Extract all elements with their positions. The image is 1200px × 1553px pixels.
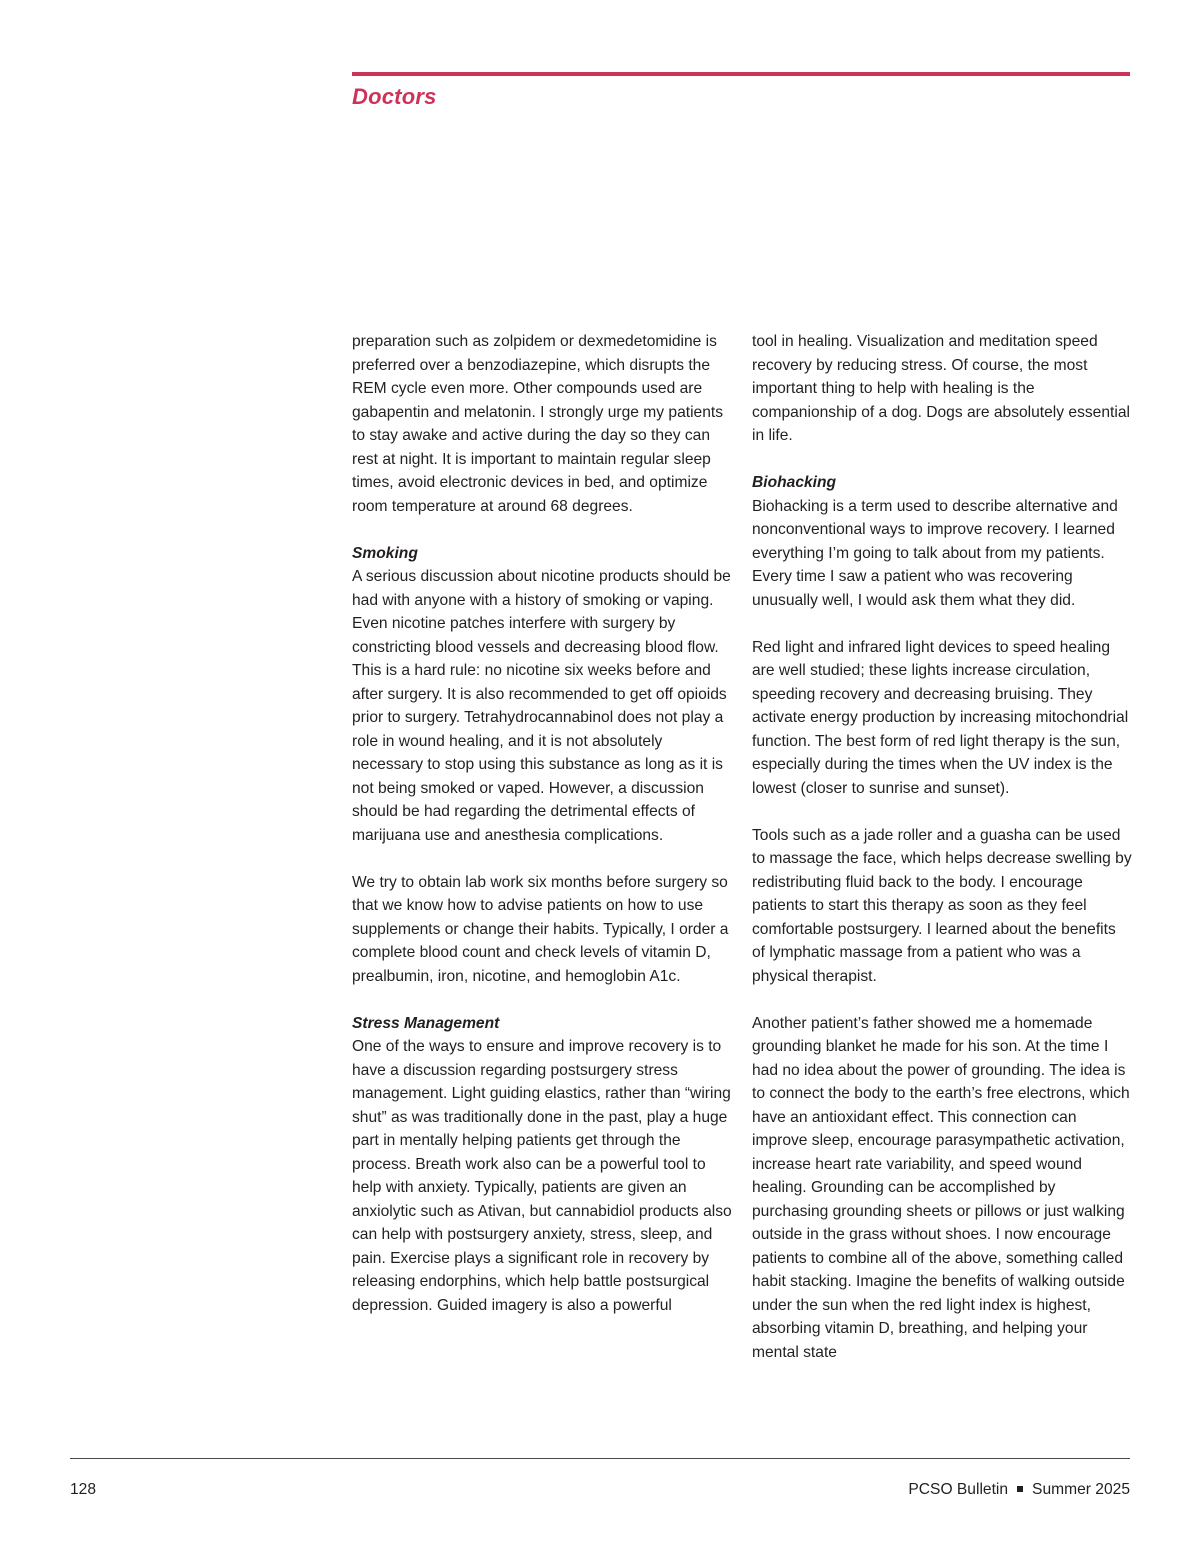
body-paragraph: Red light and infrared light devices to speed healing are well studied; these lights increase circulation, speeding recovery and decreasing bruising. They activate energy production by increasing mitochondrial function. The best form of red light therapy is the sun, especially during the times when the UV index is the lowest (closer to sunrise and sunset). [752, 638, 1129, 797]
section-heading-stress-management: Stress Management [352, 1014, 500, 1032]
footer-publication [908, 1481, 1130, 1499]
body-paragraph: We try to obtain lab work six months before surgery so that we know how to advise patients on how to use supplements or change their habits. Typically, I order a complete blood count and check levels of vitamin D, prealbumin, iron, nicotine, and hemoglobin A1c. [352, 873, 729, 985]
section-heading-biohacking: Biohacking [752, 474, 837, 491]
body-paragraph: A serious discussion about nicotine products should be had with anyone with a history of smoking or vaping. Even nicotine patches interfere with surgery by constricting blood vessels and decreasing blood flow. This is a hard rule: no nicotine six weeks before and after surgery. It is also recommended to get off opioids prior to surgery. Tetrahydrocannabinol does not play a role in wound healing, and it is not absolutely necessary to stop using this substance as long as it is not being smoked or vaped. However, a discussion should be had regarding the detrimental effects of marijuana use and anesthesia complications. [352, 568, 731, 844]
left-column [352, 330, 732, 1317]
section-label: Doctors [352, 84, 437, 109]
body-paragraph: One of the ways to ensure and improve recovery is to have a discussion regarding postsurgery stress management. Light guiding elastics, rather than “wiring shut” as was traditionally done in the past, play a huge part in mentally helping patients get through the process. Breath work also can be a powerful tool to help with anxiety. Typically, patients are given an anxiolytic such as Ativan, but cannabidiol products also can help with postsurgery anxiety, stress, sleep, and pain. Exercise plays a significant role in recovery by releasing endorphins, which help battle postsurgical depression. Guided imagery is also a powerful [352, 1038, 732, 1314]
page-number: 128 [70, 1481, 97, 1498]
issue-date: Summer 2025 [1032, 1481, 1130, 1498]
right-column [752, 330, 1132, 1364]
body-paragraph: Another patient’s father showed me a homemade grounding blanket he made for his son. At the time I had no idea about the power of grounding. The idea is to connect the body to the earth’s free electrons, which have an antioxidant effect. This connection can improve sleep, encourage parasympathetic activation, increase heart rate variability, and speed wound healing. Grounding can be accomplished by purchasing grounding sheets or pillows or just walking outside in the grass without shoes. I now encourage patients to combine all of the above, something called habit stacking. Imagine the benefits of walking outside under the sun when the red light index is highest, absorbing vitamin D, breathing, and helping your mental state [752, 1014, 1130, 1361]
square-bullet-icon [1017, 1486, 1023, 1492]
body-paragraph: tool in healing. Visualization and meditation speed recovery by reducing stress. Of course, the most important thing to help with healing is the companionship of a dog. Dogs are absolutely essential in life. [752, 333, 1130, 444]
publication-name: PCSO Bulletin [908, 1481, 1009, 1498]
header-accent-rule [352, 72, 1130, 76]
body-paragraph: Tools such as a jade roller and a guasha can be used to massage the face, which helps decrease swelling by redistributing fluid back to the body. I encourage patients to start this therapy as soon as they feel comfortable postsurgery. I learned about the benefits of lymphatic massage from a patient who was a physical therapist. [752, 826, 1132, 985]
body-paragraph: Biohacking is a term used to describe alternative and nonconventional ways to improve recovery. I learned everything I’m going to talk about from my patients. Every time I saw a patient who was recovering unusually well, I would ask them what they did. [752, 497, 1118, 609]
footer-rule [70, 1458, 1130, 1459]
section-heading-smoking: Smoking [352, 544, 418, 562]
body-paragraph: preparation such as zolpidem or dexmedetomidine is preferred over a benzodiazepine, which disrupts the REM cycle even more. Other compounds used are gabapentin and melatonin. I strongly urge my patients to stay awake and active during the day so they can rest at night. It is important to maintain regular sleep times, avoid electronic devices in bed, and optimize room temperature at around 68 degrees. [352, 333, 724, 515]
